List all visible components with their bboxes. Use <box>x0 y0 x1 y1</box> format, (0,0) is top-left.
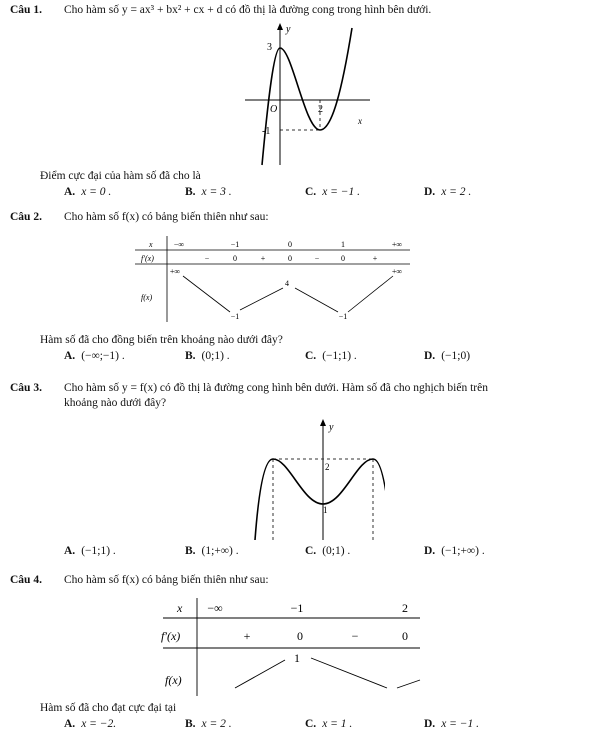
svg-text:−: − <box>314 254 320 263</box>
svg-text:+: + <box>243 629 251 643</box>
label-1: 1 <box>323 505 328 515</box>
svg-text:f(x): f(x) <box>141 293 153 302</box>
q1-number: Câu 1. <box>10 4 42 16</box>
svg-text:−: − <box>351 629 359 643</box>
q3-option-b[interactable]: B. (1;+∞) . <box>185 545 239 557</box>
q2-question: Hàm số đã cho đồng biến trên khoảng nào dưới đây? <box>40 334 283 346</box>
q4-text: Cho hàm số f(x) có bảng biến thiên như sau: <box>64 574 269 586</box>
svg-text:−∞: −∞ <box>173 240 185 249</box>
q2-number: Câu 2. <box>10 211 42 223</box>
q2-option-d[interactable]: D. (−1;0) <box>424 350 471 362</box>
q2-option-a[interactable]: A. (−∞;−1) . <box>64 350 125 362</box>
cubic-curve <box>262 28 352 165</box>
q4-option-d[interactable]: D. x = −1 . <box>424 718 480 730</box>
x-label: x <box>358 116 362 126</box>
svg-text:+: + <box>260 254 266 263</box>
q2-text: Cho hàm số f(x) có bảng biến thiên như sau: <box>64 211 269 223</box>
svg-text:1: 1 <box>341 240 345 249</box>
svg-text:−1: −1 <box>230 312 240 321</box>
svg-text:f′(x): f′(x) <box>141 254 154 263</box>
svg-text:0: 0 <box>297 629 303 643</box>
q3-option-d[interactable]: D. (−1;+∞) . <box>424 545 485 557</box>
svg-text:f′(x): f′(x) <box>161 629 181 643</box>
svg-text:1: 1 <box>294 651 300 665</box>
origin-label: O <box>270 104 278 115</box>
q1-graph <box>240 20 380 170</box>
y-label: y <box>329 422 334 433</box>
y-label: y <box>286 24 291 35</box>
q4-variation-table <box>155 592 425 698</box>
svg-text:+∞: +∞ <box>391 267 403 276</box>
q1-option-c[interactable]: C. x = −1 . <box>305 186 361 198</box>
svg-text:−∞: −∞ <box>207 601 223 615</box>
label-neg1: -1 <box>262 126 271 137</box>
svg-text:x: x <box>177 601 183 615</box>
svg-text:−1: −1 <box>290 601 304 615</box>
svg-text:−: − <box>204 254 210 263</box>
svg-text:+∞: +∞ <box>391 240 403 249</box>
svg-text:0: 0 <box>288 254 292 263</box>
svg-text:4: 4 <box>285 279 289 288</box>
q3-option-c[interactable]: C. (0;1) . <box>305 545 351 557</box>
q4-number: Câu 4. <box>10 574 42 586</box>
q1-text: Cho hàm số y = ax³ + bx² + cx + d có đồ thị là đường cong trong hình bên dưới. <box>64 4 432 16</box>
q3-number: Câu 3. <box>10 382 42 394</box>
q1-option-a[interactable]: A. x = 0 . <box>64 186 112 198</box>
q2-option-b[interactable]: B. (0;1) . <box>185 350 230 362</box>
svg-text:x: x <box>149 240 153 249</box>
q4-option-c[interactable]: C. x = 1 . <box>305 718 353 730</box>
svg-text:0: 0 <box>233 254 237 263</box>
q2-variation-table <box>135 236 415 324</box>
q4-option-a[interactable]: A. x = −2. <box>64 718 117 730</box>
q2-option-c[interactable]: C. (−1;1) . <box>305 350 357 362</box>
svg-text:0: 0 <box>288 240 292 249</box>
q1-option-b[interactable]: B. x = 3 . <box>185 186 232 198</box>
label-2: 2 <box>325 462 330 472</box>
q4-question: Hàm số đã cho đạt cực đại tại <box>40 702 177 714</box>
svg-text:f(x): f(x) <box>165 673 182 687</box>
q3-option-a[interactable]: A. (−1;1) . <box>64 545 116 557</box>
q3-graph <box>245 416 385 542</box>
svg-text:0: 0 <box>341 254 345 263</box>
svg-text:−1: −1 <box>338 312 348 321</box>
label-3: 3 <box>267 42 272 53</box>
svg-text:+: + <box>372 254 378 263</box>
label-2: 2 <box>318 104 323 115</box>
svg-text:+∞: +∞ <box>169 267 181 276</box>
q3-text-2: khoảng nào dưới đây? <box>64 397 167 409</box>
q3-text: Cho hàm số y = f(x) có đồ thị là đường cong hình bên dưới. Hàm số đã cho nghịch biến trên <box>64 382 488 394</box>
q1-question: Điểm cực đại của hàm số đã cho là <box>40 170 201 182</box>
svg-text:2: 2 <box>402 601 408 615</box>
q1-option-d[interactable]: D. x = 2 . <box>424 186 472 198</box>
svg-text:−1: −1 <box>230 240 240 249</box>
svg-text:0: 0 <box>402 629 408 643</box>
q4-option-b[interactable]: B. x = 2 . <box>185 718 232 730</box>
quartic-curve <box>255 459 385 540</box>
